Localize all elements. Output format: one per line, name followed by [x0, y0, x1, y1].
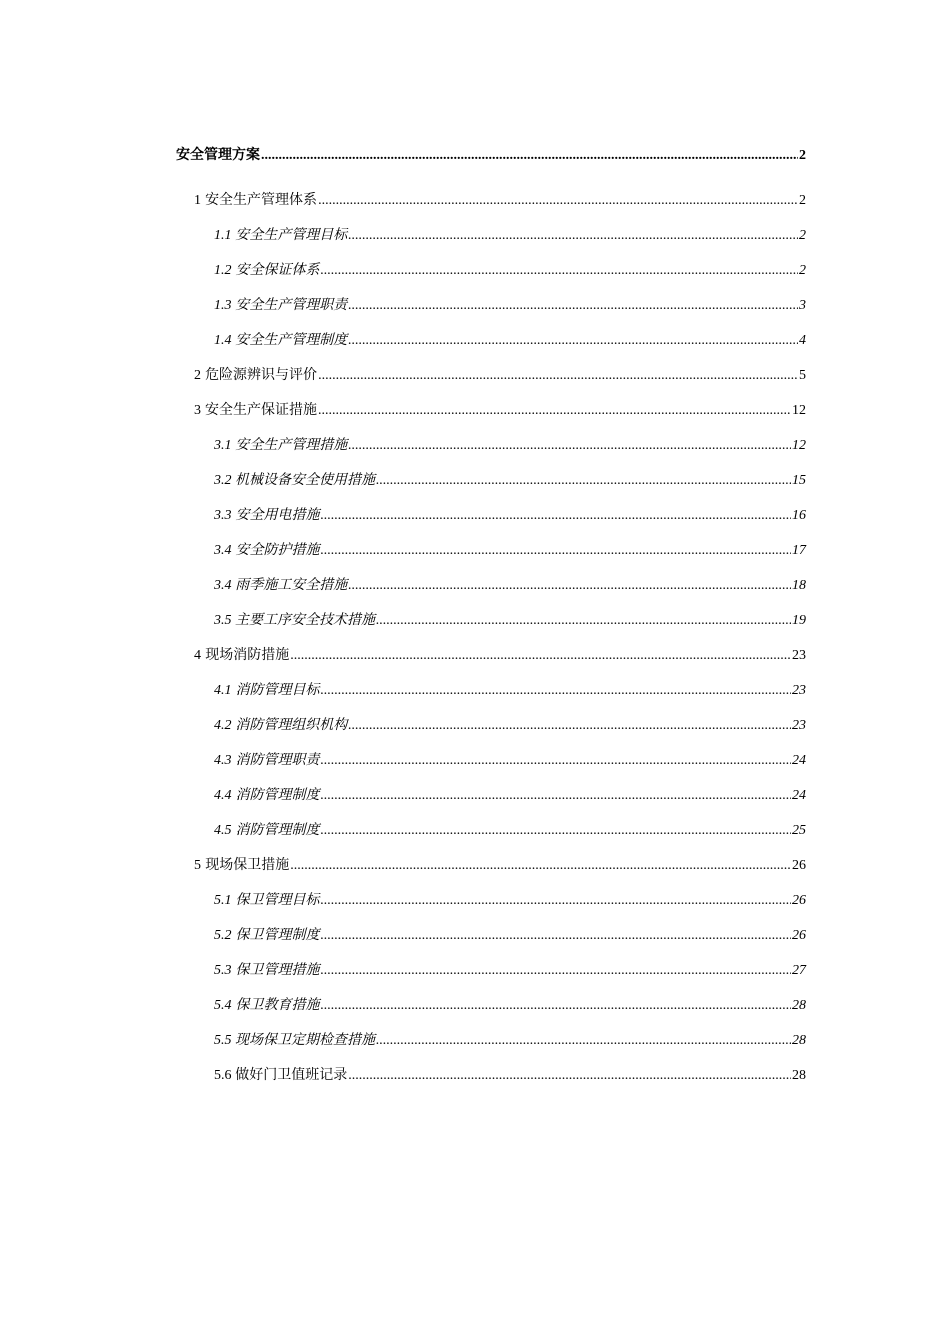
toc-entry-number: 5.1: [214, 893, 232, 908]
toc-entry-number: 1.1: [214, 228, 232, 243]
toc-entry-title: 安全生产管理目标: [235, 228, 348, 243]
toc-entry-number: 4: [194, 648, 201, 663]
toc-entry-number: 3.4: [214, 543, 232, 558]
toc-entry[interactable]: [214, 612, 806, 630]
toc-entry-page: 3: [799, 298, 806, 313]
toc-leader: [320, 682, 791, 700]
toc-entry-page: 5: [799, 368, 806, 383]
toc-title-entry[interactable]: [176, 147, 806, 165]
toc-entry-title: 现场保卫定期检查措施: [235, 1033, 376, 1048]
toc-leader: [318, 192, 798, 210]
toc-leader: [320, 962, 791, 980]
toc-entry-page: 2: [799, 263, 806, 278]
toc-entry-page: 18: [792, 578, 806, 593]
toc-entry-number: 3.1: [214, 438, 232, 453]
toc-leader: [320, 892, 791, 910]
toc-entry[interactable]: [214, 577, 806, 595]
toc-entry-page: 2: [799, 193, 806, 208]
toc-entry-title: 安全生产管理体系: [205, 193, 318, 208]
toc-entry-page: 19: [792, 613, 806, 628]
toc-entry-number: 3.5: [214, 613, 232, 628]
toc-entry-title: 现场消防措施: [205, 648, 290, 663]
toc-leader: [348, 437, 791, 455]
toc-entry-page: 25: [792, 823, 806, 838]
toc-leader: [261, 147, 798, 165]
toc-entry-number: 4.2: [214, 718, 232, 733]
toc-entry-number: 2: [194, 368, 201, 383]
toc-entry[interactable]: [214, 472, 806, 490]
toc-entry[interactable]: [194, 857, 806, 875]
toc-entry-title: 主要工序安全技术措施: [235, 613, 376, 628]
toc-entry[interactable]: [214, 787, 806, 805]
toc-entry-number: 3.3: [214, 508, 232, 523]
toc-entry-number: 5: [194, 858, 201, 873]
toc-leader: [376, 612, 791, 630]
toc-entry[interactable]: [214, 717, 806, 735]
toc-entry-title: 消防管理职责: [235, 753, 320, 768]
toc-entry-page: 23: [792, 683, 806, 698]
toc-entry[interactable]: [214, 682, 806, 700]
toc-entry-page: 17: [792, 543, 806, 558]
toc-leader: [320, 542, 791, 560]
toc-leader: [320, 927, 791, 945]
toc-entry-title: 保卫管理措施: [235, 963, 320, 978]
toc-leader: [320, 507, 791, 525]
toc-leader: [348, 297, 798, 315]
toc-leader: [348, 577, 791, 595]
toc-entry[interactable]: [214, 297, 806, 315]
toc-entry-number: 1: [194, 193, 201, 208]
toc-entry-title: 安全生产保证措施: [205, 403, 317, 418]
toc-leader: [318, 402, 791, 420]
toc-entry-title: 消防管理目标: [235, 683, 320, 698]
toc-leader: [376, 472, 791, 490]
toc-entry[interactable]: [214, 542, 806, 560]
toc-leader: [320, 752, 791, 770]
toc-entry-page: 4: [799, 333, 806, 348]
toc-entry-number: 1.4: [214, 333, 232, 348]
toc-entry-number: 5.4: [214, 998, 232, 1013]
toc-leader: [290, 857, 791, 875]
toc-entry-page: 27: [792, 963, 806, 978]
toc-entry-title: 消防管理组织机构: [235, 718, 348, 733]
toc-entry-page: 26: [792, 893, 806, 908]
toc-entry-number: 5.5: [214, 1033, 232, 1048]
toc-leader: [320, 997, 791, 1015]
toc-entry[interactable]: [194, 367, 806, 385]
toc-entry-page: 24: [792, 788, 806, 803]
toc-title: 安全管理方案: [176, 148, 260, 163]
toc-leader: [320, 787, 791, 805]
toc-entry-page: 28: [792, 998, 806, 1013]
toc-entry[interactable]: [194, 647, 806, 665]
toc-entry-title: 安全生产管理措施: [235, 438, 348, 453]
toc-entry-title: 雨季施工安全措施: [235, 578, 348, 593]
toc-entry-number: 5.6: [214, 1068, 232, 1083]
toc-entry-page: 12: [792, 403, 806, 418]
toc-entry-title: 消防管理制度: [235, 823, 320, 838]
toc-leader: [321, 262, 798, 280]
toc-entry-title: 保卫管理目标: [235, 893, 320, 908]
toc-page: 2: [799, 148, 806, 163]
toc-entry[interactable]: [214, 892, 806, 910]
toc-leader: [318, 367, 798, 385]
toc-entry-page: 28: [792, 1033, 806, 1048]
toc-entry[interactable]: [194, 192, 806, 210]
toc-entry[interactable]: [214, 1032, 806, 1050]
toc-entry-title: 危险源辨识与评价: [205, 368, 318, 383]
toc-leader: [348, 717, 791, 735]
toc-entry-number: 4.1: [214, 683, 232, 698]
toc-entry-page: 28: [792, 1068, 806, 1083]
toc-entry[interactable]: [214, 332, 806, 350]
toc-entry[interactable]: [214, 262, 806, 280]
toc-entry-number: 1.3: [214, 298, 232, 313]
toc-entry-title: 保卫管理制度: [235, 928, 320, 943]
toc-entry-number: 3.2: [214, 473, 232, 488]
toc-entry[interactable]: [214, 927, 806, 945]
toc-entry-title: 现场保卫措施: [205, 858, 290, 873]
toc-entry-number: 3.4: [214, 578, 232, 593]
toc-entry[interactable]: [214, 507, 806, 525]
toc-leader: [290, 647, 791, 665]
toc-entry-page: 23: [792, 718, 806, 733]
toc-entry-page: 12: [792, 438, 806, 453]
toc-entry-number: 1.2: [214, 263, 232, 278]
toc-entry-number: 3: [194, 403, 201, 418]
toc-entry-number: 5.2: [214, 928, 232, 943]
toc-entry[interactable]: [214, 1067, 806, 1085]
toc-entry-page: 16: [792, 508, 806, 523]
toc-entry-title: 安全保证体系: [235, 263, 320, 278]
toc-entry-number: 4.4: [214, 788, 232, 803]
toc-entry[interactable]: [214, 752, 806, 770]
toc-leader: [320, 822, 791, 840]
toc-entry-title: 安全生产管理制度: [235, 333, 348, 348]
toc-entry-page: 26: [792, 858, 806, 873]
toc-leader: [348, 227, 798, 245]
toc-entry-title: 安全用电措施: [235, 508, 320, 523]
toc-leader: [376, 1032, 791, 1050]
toc-entry-title: 机械设备安全使用措施: [235, 473, 376, 488]
toc-leader: [348, 1067, 791, 1085]
toc-entry-number: 4.5: [214, 823, 232, 838]
toc-entry-number: 5.3: [214, 963, 232, 978]
toc-entry-title: 保卫教育措施: [235, 998, 320, 1013]
toc-entry[interactable]: [214, 227, 806, 245]
toc-entry[interactable]: [214, 822, 806, 840]
toc-entry-title: 安全生产管理职责: [235, 298, 348, 313]
toc-entry-page: 15: [792, 473, 806, 488]
toc-entry-title: 安全防护措施: [235, 543, 320, 558]
toc-entry[interactable]: [214, 437, 806, 455]
toc-entry-title: 做好门卫值班记录: [235, 1068, 348, 1083]
toc-entry-page: 24: [792, 753, 806, 768]
toc-entry-title: 消防管理制度: [235, 788, 320, 803]
toc-entry-page: 2: [799, 228, 806, 243]
toc-entry[interactable]: [214, 997, 806, 1015]
toc-leader: [348, 332, 798, 350]
toc-entry[interactable]: [194, 402, 806, 420]
toc-entry[interactable]: [214, 962, 806, 980]
toc-entry-number: 4.3: [214, 753, 232, 768]
toc-entry-page: 26: [792, 928, 806, 943]
toc-entry-page: 23: [792, 648, 806, 663]
